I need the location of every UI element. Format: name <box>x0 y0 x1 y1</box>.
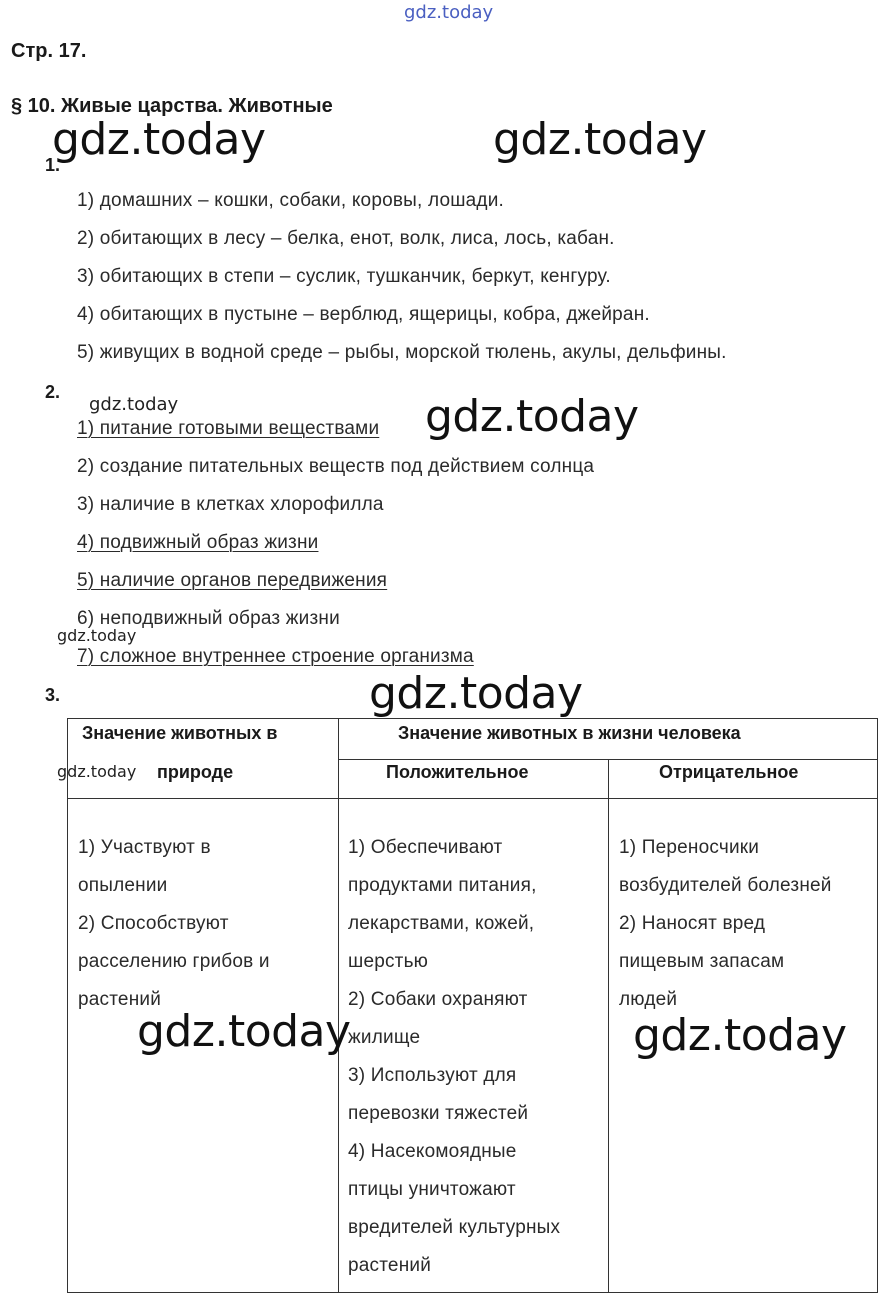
table-divider <box>68 798 877 799</box>
watermark-small: gdz.today <box>57 762 137 781</box>
section-title: § 10. Живые царства. Животные <box>11 95 333 117</box>
group-header-human-life: Значение животных в жизни человека <box>398 723 741 743</box>
col-nature-line: опылении <box>78 875 168 896</box>
task-2-item: 2) создание питательных веществ под действием солнца <box>77 456 595 477</box>
col-negative-line: людей <box>619 989 678 1010</box>
watermark: gdz.today <box>369 668 583 719</box>
watermark: gdz.today <box>425 391 639 442</box>
col-nature-line: 1) Участвуют в <box>78 837 211 858</box>
watermark: gdz.today <box>493 114 707 165</box>
task-3-number: 3. <box>45 685 61 705</box>
col-positive-line: вредителей культурных <box>348 1217 561 1238</box>
task-2-item: 6) неподвижный образ жизни <box>77 608 340 629</box>
task-2-item-underlined: 4) подвижный образ жизни <box>77 532 319 553</box>
col-positive-line: птицы уничтожают <box>348 1179 516 1200</box>
task-1-item: 4) обитающих в пустыне – верблюд, ящерицы, кобра, джейран. <box>77 304 650 325</box>
col-positive-line: 3) Используют для <box>348 1065 517 1086</box>
task-2-item-underlined: 7) сложное внутреннее строение организма <box>77 646 474 667</box>
watermark-top: gdz.today <box>404 2 494 23</box>
task-2-item: 3) наличие в клетках хлорофилла <box>77 494 384 515</box>
col-positive-line: жилище <box>348 1027 421 1048</box>
task-1-item: 2) обитающих в лесу – белка, енот, волк, лиса, лось, кабан. <box>77 228 615 249</box>
task-2-item-underlined: 5) наличие органов передвижения <box>77 570 388 591</box>
col-positive-line: лекарствами, кожей, <box>348 913 535 934</box>
col-nature-line: растений <box>78 989 162 1010</box>
col-negative-line: 1) Переносчики <box>619 837 760 858</box>
task-1-item: 5) живущих в водной среде – рыбы, морской тюлень, акулы, дельфины. <box>77 342 727 363</box>
task-1-item: 3) обитающих в степи – суслик, тушканчик, беркут, кенгуру. <box>77 266 611 287</box>
watermark: gdz.today <box>137 1006 351 1057</box>
col-nature-line: 2) Способствуют <box>78 913 229 934</box>
task-1-number: 1. <box>45 155 61 175</box>
watermark: gdz.today <box>52 114 266 165</box>
col-negative-line: возбудителей болезней <box>619 875 832 896</box>
col-nature-header-line: Значение животных в <box>82 723 278 743</box>
col-positive-line: 4) Насекомоядные <box>348 1141 517 1162</box>
col-nature-line: расселению грибов и <box>78 951 270 972</box>
col-negative-line: пищевым запасам <box>619 951 785 972</box>
col-negative-header: Отрицательное <box>659 762 799 782</box>
col-positive-line: 1) Обеспечивают <box>348 837 503 858</box>
col-positive-line: шерстью <box>348 951 429 972</box>
col-positive-line: перевозки тяжестей <box>348 1103 529 1124</box>
task-2-number: 2. <box>45 382 61 402</box>
watermark: gdz.today <box>633 1010 847 1061</box>
watermark-small: gdz.today <box>57 626 137 645</box>
col-nature-header-line: природе <box>157 762 234 782</box>
page-number: Стр. 17. <box>11 40 87 62</box>
table-divider <box>338 759 877 760</box>
watermark-small: gdz.today <box>89 394 179 415</box>
col-positive-line: продуктами питания, <box>348 875 537 896</box>
col-positive-header: Положительное <box>386 762 529 782</box>
col-positive-line: растений <box>348 1255 432 1276</box>
col-negative-line: 2) Наносят вред <box>619 913 766 934</box>
task-1-item: 1) домашних – кошки, собаки, коровы, лошади. <box>77 190 505 211</box>
task-2-item-underlined: 1) питание готовыми веществами <box>77 418 380 439</box>
table-divider <box>608 759 609 1292</box>
col-positive-line: 2) Собаки охраняют <box>348 989 528 1010</box>
